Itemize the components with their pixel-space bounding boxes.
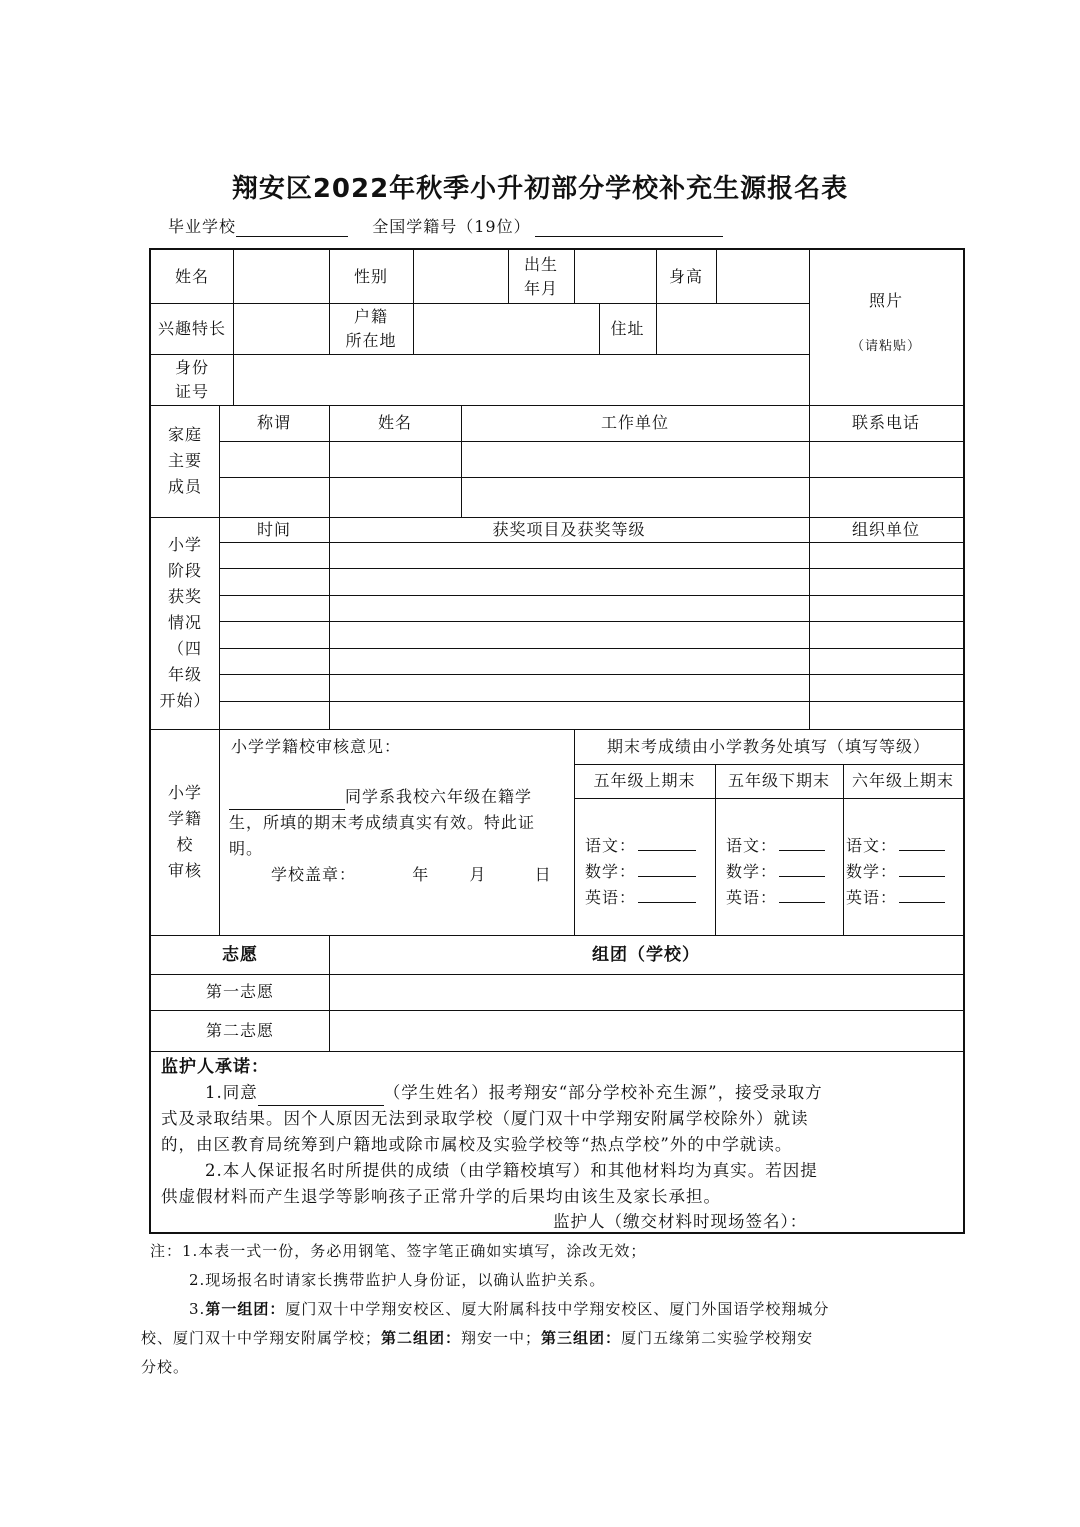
photo-hint: （请粘贴）	[850, 338, 921, 354]
family-label: 家庭 主要 成员	[167, 425, 202, 496]
name-input[interactable]	[233, 250, 329, 303]
pledge-line1: 1.同意 （学生姓名）报考翔安“部分学校补充生源”，接受录取方	[205, 1080, 823, 1106]
note-2: 2.现场报名时请家长携带监护人身份证，以确认监护关系。	[189, 1271, 606, 1289]
review-stamp-line	[271, 862, 552, 888]
english-grade-1[interactable]	[638, 884, 696, 903]
gender-input[interactable]	[413, 250, 508, 303]
huji-input[interactable]	[413, 303, 599, 354]
group-2-label: 第二组团：	[381, 1329, 462, 1347]
note-3-line3: 分校。	[141, 1358, 190, 1376]
group-col-label: 组团（学校）	[592, 944, 700, 965]
review-line1: 同学系我校六年级在籍学	[229, 784, 532, 810]
chinese-grade-3[interactable]	[899, 832, 945, 851]
header-line	[168, 214, 723, 237]
pledge-line5: 供虚假材料而产生退学等影响孩子正常升学的后果均由该生及家长承担。	[161, 1187, 721, 1206]
student-name-field[interactable]	[229, 789, 345, 810]
pledge-title: 监护人承诺：	[161, 1057, 269, 1077]
school-field[interactable]	[236, 218, 348, 237]
family-col-work: 工作单位	[600, 413, 669, 432]
pledge-line3: 的，由区教育局统筹到户籍地或除市属校及实验学校等“热点学校”外的中学就读。	[161, 1135, 793, 1154]
hobby-input[interactable]	[233, 303, 329, 354]
idno-label: 身份 证号	[174, 357, 209, 401]
english-grade-3[interactable]	[899, 884, 945, 903]
gender-label: 性别	[353, 266, 388, 286]
review-line3: 明。	[229, 839, 264, 858]
family-col-relation: 称谓	[256, 413, 291, 432]
year-label: 年	[412, 865, 430, 884]
review-label: 小学 学籍 校 审核	[167, 783, 202, 880]
grades-col-3: 语文： 数学： 英语：	[846, 832, 945, 910]
height-label: 身高	[668, 266, 703, 286]
pledge-line4: 2.本人保证报名时所提供的成绩（由学籍校填写）和其他材料均为真实。若因提	[205, 1161, 818, 1180]
awards-col-time: 时间	[256, 519, 291, 539]
family-col-name: 姓名	[377, 413, 412, 432]
first-wish-input[interactable]	[329, 974, 963, 1010]
hobby-label: 兴趣特长	[157, 318, 226, 338]
term-5-second: 五年级下期末	[727, 771, 830, 790]
note-3-line1: 3.第一组团：厦门双十中学翔安校区、厦大附属科技中学翔安校区、厦门外国语学校翔城分	[189, 1300, 830, 1318]
school-label: 毕业学校	[168, 217, 237, 236]
pledge-student-name-field[interactable]	[258, 1085, 384, 1106]
math-grade-3[interactable]	[899, 858, 945, 877]
note-1: 注：1.本表一式一份，务必用钢笔、签字笔正确如实填写，涂改无效；	[150, 1242, 647, 1260]
chinese-grade-2[interactable]	[779, 832, 825, 851]
awards-col-org: 组织单位	[851, 519, 920, 539]
term-5-first: 五年级上期末	[593, 771, 696, 790]
second-wish-input[interactable]	[329, 1010, 963, 1051]
wish-col-label: 志愿	[222, 944, 258, 965]
awards-label: 小学 阶段 获奖 情况 （四 年级 开始）	[159, 535, 211, 710]
second-wish-label: 第二志愿	[205, 1020, 274, 1040]
page-title: 翔安区2022年秋季小升初部分学校补充生源报名表	[231, 174, 849, 204]
first-wish-label: 第一志愿	[205, 982, 274, 1001]
student-id-field[interactable]	[535, 218, 723, 237]
month-label: 月	[469, 865, 487, 884]
form-table	[149, 248, 965, 1234]
math-grade-1[interactable]	[638, 858, 696, 877]
birth-input[interactable]	[574, 250, 656, 303]
english-grade-2[interactable]	[779, 884, 825, 903]
guardian-signature-label: 监护人（缴交材料时现场签名）：	[553, 1212, 808, 1231]
height-input[interactable]	[716, 250, 809, 303]
grades-col-2: 语文： 数学： 英语：	[726, 832, 825, 910]
photo-label: 照片	[868, 290, 903, 310]
group-1-label: 第一组团：	[205, 1300, 286, 1318]
student-id-label: 全国学籍号（19位）	[372, 217, 531, 236]
chinese-grade-1[interactable]	[638, 832, 696, 851]
address-label: 住址	[610, 318, 645, 338]
day-label: 日	[534, 865, 552, 884]
stamp-label: 学校盖章：	[271, 865, 357, 884]
name-label: 姓名	[174, 266, 209, 286]
review-opinion-title: 小学学籍校审核意见：	[231, 737, 402, 756]
pledge-line2: 式及录取结果。因个人原因无法到录取学校（厦门双十中学翔安附属学校除外）就读	[161, 1109, 809, 1128]
group-3-label: 第三组团：	[541, 1329, 622, 1347]
birth-label: 出生 年月	[523, 254, 558, 298]
idno-input[interactable]	[233, 354, 809, 405]
huji-label: 户籍 所在地	[345, 306, 397, 350]
term-6-first: 六年级上期末	[851, 771, 954, 790]
note-3-line2: 校、厦门双十中学翔安附属学校；第二组团：翔安一中；第三组团：厦门五缘第二实验学校翔安	[141, 1329, 814, 1347]
grades-title: 期末考成绩由小学教务处填写（填写等级）	[606, 736, 930, 756]
family-col-phone: 联系电话	[851, 413, 920, 432]
photo-box[interactable]	[809, 250, 963, 405]
address-input[interactable]	[656, 303, 809, 354]
review-line2: 生，所填的期末考成绩真实有效。特此证	[229, 813, 536, 832]
awards-col-item: 获奖项目及获奖等级	[492, 519, 646, 539]
math-grade-2[interactable]	[779, 858, 825, 877]
grades-col-1: 语文： 数学： 英语：	[585, 832, 696, 910]
